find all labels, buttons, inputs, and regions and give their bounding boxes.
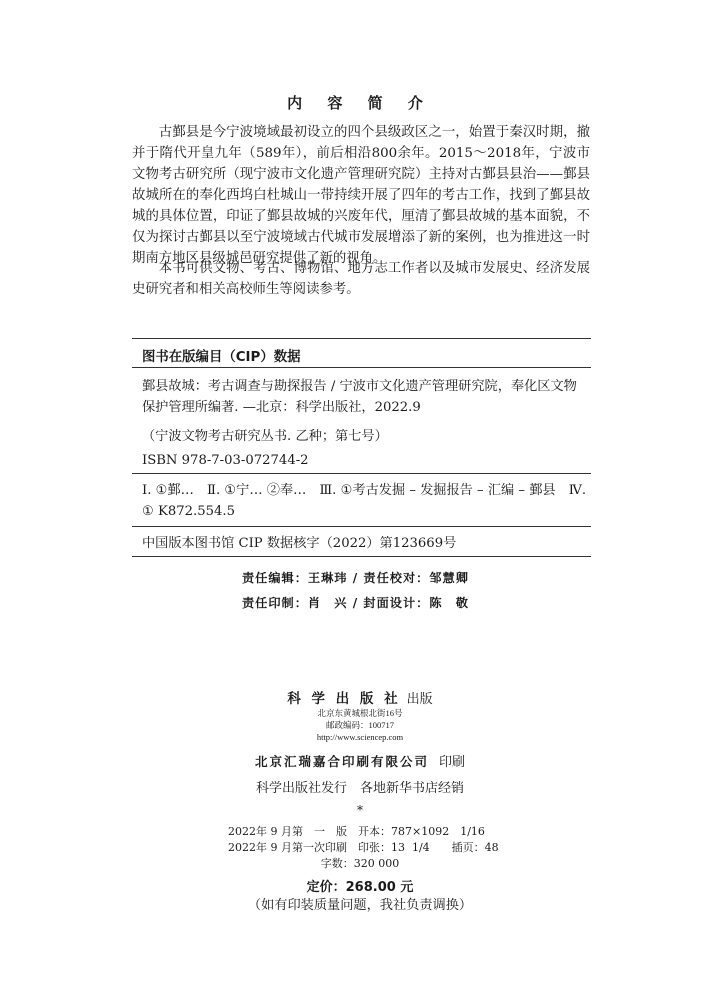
- cip-series: （宁波文物考古研究丛书. 乙种；第七号）: [142, 429, 388, 444]
- publisher-line: [0, 687, 720, 707]
- summary-paragraph-2: 本书可供文物、考古、博物馆、地方志工作者以及城市发展史、经济发展史研究者和相关高校师生等阅读参考。: [132, 261, 590, 297]
- cip-classification-rule: [132, 526, 591, 527]
- cip-bottom-rule: [132, 556, 591, 557]
- publisher-postcode: 邮政编码：100717: [325, 720, 394, 730]
- distribution-line: 科学出版社发行 各地新华书店经销: [255, 781, 464, 796]
- cip-isbn: ISBN 978-7-03-072744-2: [142, 453, 309, 468]
- quality-notice: （如有印装质量问题，我社负责调换）: [247, 898, 473, 913]
- responsibility-line-1: 责任编辑：王琳玮 / 责任校对：邹慧卿: [242, 571, 469, 585]
- publisher-website: http://www.sciencep.com: [316, 732, 404, 742]
- cip-isbn-rule: [132, 473, 591, 474]
- printer-name: 北京汇瑞嘉合印刷有限公司: [254, 754, 429, 769]
- cip-heading: 图书在版编目（CIP）数据: [142, 350, 301, 365]
- edition-line-2: 2022年 9 月第一次印刷 印张：13 1/4 插页：48: [228, 841, 499, 854]
- publisher-suffix: 出版: [406, 692, 433, 707]
- cip-record: 中国版本图书馆 CIP 数据核字（2022）第123669号: [142, 536, 457, 551]
- printer-line: [0, 751, 720, 770]
- cip-heading-rule: [132, 367, 591, 368]
- edition-line-1: 2022年 9 月第 一 版 开本：787×1092 1/16: [228, 825, 485, 838]
- separator-star: *: [357, 803, 363, 817]
- cip-entry: 鄞县故城：考古调查与勘探报告 / 宁波市文化遗产管理研究院，奉化区文物保护管理所编著. —北京：科学出版社，2022.9: [142, 379, 577, 415]
- printer-suffix: 印刷: [439, 755, 466, 770]
- cip-classification: Ⅰ. ①鄞… Ⅱ. ①宁… ②奉… Ⅲ. ①考古发掘 – 发掘报告 – 汇编 – 鄞县 Ⅳ. ① K872.554.5: [142, 483, 587, 519]
- summary-title: 内 容 简 介: [287, 94, 433, 112]
- responsibility-line-2: 责任印制：肖 兴 / 封面设计：陈 敬: [242, 596, 469, 610]
- publisher-address: 北京东黄城根北街16号: [317, 708, 403, 718]
- cip-top-rule: [132, 338, 591, 339]
- edition-word-count: 字数：320 000: [320, 857, 400, 870]
- summary-paragraph-1: 古鄞县是今宁波境域最初设立的四个县级政区之一，始置于秦汉时期，撤并于隋代开皇九年（589年），前后相沿800余年。2015～2018年，宁波市文物考古研究所（现宁波市文化遗产管理研究院）主持对古鄞县县治——鄞县故城所在的奉化西坞白杜城山一带持续开展了四年的考古工作，找到了鄞县故城的具体位置，印证了鄞县故城的兴废年代，厘清了鄞县故城的基本面貌，不仅为探讨古鄞县以至宁波境域古代城市发展增添了新的案例，也为推进这一时期南方地区县级城邑研究提供了新的视角。: [132, 125, 590, 266]
- publisher-name: 科 学 出 版 社: [287, 691, 401, 707]
- price: 定价：268.00 元: [306, 880, 414, 895]
